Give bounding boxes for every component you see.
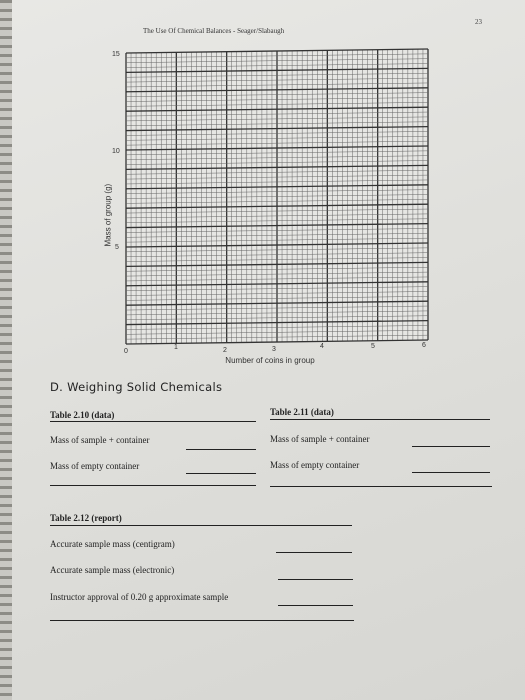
- table-2-11-row1-label: Mass of sample + container: [270, 434, 370, 444]
- table-2-11-row1-blank[interactable]: [412, 446, 490, 447]
- x-tick-3: 3: [272, 346, 276, 353]
- table-2-11-bottom-rule: [270, 486, 492, 487]
- table-2-11-title: Table 2.11 (data): [270, 407, 334, 417]
- x-tick-0: 0: [124, 348, 128, 355]
- table-2-12-title: Table 2.12 (report): [50, 513, 122, 523]
- x-tick-5: 5: [371, 343, 375, 350]
- table-2-12-row1-blank[interactable]: [276, 552, 352, 553]
- x-tick-4: 4: [320, 343, 324, 350]
- y-axis-label: Mass of group (g): [103, 183, 113, 247]
- table-2-10-row1-blank[interactable]: [186, 449, 256, 450]
- running-header: The Use Of Chemical Balances - Seager/Slabaugh: [143, 27, 285, 35]
- table-2-11-title-rule: [270, 419, 490, 420]
- table-2-10-row1-label: Mass of sample + container: [50, 435, 150, 445]
- x-tick-2: 2: [223, 347, 227, 354]
- table-2-10-row2-label: Mass of empty container: [50, 461, 140, 471]
- section-d-title: D. Weighing Solid Chemicals: [50, 380, 223, 394]
- table-2-12-title-rule: [50, 525, 352, 526]
- table-2-12-bottom-rule: [50, 620, 354, 621]
- table-2-10-title-rule: [50, 421, 256, 422]
- x-axis-label: Number of coins in group: [225, 356, 315, 365]
- table-2-11-row2-blank[interactable]: [412, 472, 490, 473]
- y-tick-15: 15: [112, 51, 120, 58]
- x-tick-6: 6: [422, 342, 426, 349]
- y-tick-10: 10: [112, 148, 120, 155]
- table-2-12-row3-label: Instructor approval of 0.20 g approximate sample: [50, 592, 229, 602]
- x-tick-1: 1: [174, 344, 178, 351]
- table-2-10-row2-blank[interactable]: [186, 473, 256, 474]
- table-2-11-row2-label: Mass of empty container: [270, 460, 360, 470]
- y-tick-5: 5: [115, 244, 119, 251]
- table-2-10-title: Table 2.10 (data): [50, 410, 115, 420]
- table-2-12-row2-label: Accurate sample mass (electronic): [50, 565, 175, 575]
- page-number: 23: [475, 18, 482, 26]
- table-2-12-row3-blank[interactable]: [278, 605, 353, 606]
- table-2-12-row2-blank[interactable]: [278, 579, 353, 580]
- table-2-10-bottom-rule: [50, 485, 256, 486]
- table-2-12-row1-label: Accurate sample mass (centigram): [50, 539, 175, 549]
